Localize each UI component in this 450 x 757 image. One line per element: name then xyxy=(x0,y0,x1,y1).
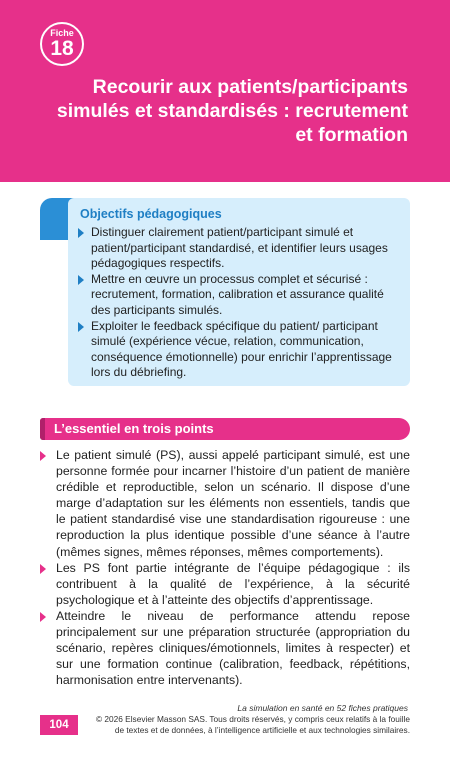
fiche-label: Fiche xyxy=(50,28,74,38)
objective-text: Mettre en œuvre un processus complet et sécurisé : recrutement, formation, calibration et assurance qualité des participants simulés. xyxy=(91,271,384,317)
essentials-heading: L’essentiel en trois points xyxy=(54,421,214,436)
objective-item xyxy=(78,319,406,381)
objective-text: Distinguer clairement patient/participant simulé et patient/participant standardisé, et identifier leurs usages pédagogiques respectifs. xyxy=(91,225,388,271)
objectives-heading: Objectifs pédagogiques xyxy=(80,207,222,221)
triangle-bullet-icon xyxy=(78,228,84,238)
fiche-number: 18 xyxy=(50,37,74,60)
objectives-panel xyxy=(68,198,410,386)
triangle-bullet-icon xyxy=(78,275,84,285)
essential-item xyxy=(40,608,410,688)
page-number: 104 xyxy=(40,715,78,735)
objectives-list xyxy=(78,225,406,381)
essential-text: Le patient simulé (PS), aussi appelé participant simulé, est une personne formée pour incarner l’histoire d’un patient de manière crédible et reproductible, selon un scénario. Il dispose d’une marge d’adaptation sur les éléments non essentiels, tandis que le patient standardisé vise une standardisation rigoureuse : une reproduction la plus identique possible d’une séance à l’autre (mêmes signes, mêmes réponses, mêmes comportements). xyxy=(56,448,410,559)
objectives-box xyxy=(40,198,410,386)
fiche-badge xyxy=(40,22,84,66)
triangle-bullet-icon xyxy=(40,564,46,574)
essential-text: Atteindre le niveau de performance attendu repose principalement sur une préparation structurée (appropriation du scénario, repères cliniques/émotionnels, limites à respecter) et sur une formation continue (calibration, feedback, répétitions, harmonisation entre intervenants). xyxy=(56,608,410,688)
objective-item xyxy=(78,225,406,272)
essentials-list xyxy=(40,447,410,688)
triangle-bullet-icon xyxy=(40,612,46,622)
objective-item xyxy=(78,272,406,319)
chapter-header xyxy=(0,0,450,182)
page-title: Recourir aux patients/participants simulés et standardisés : recrutement et formation xyxy=(56,76,408,146)
section-bar-tab xyxy=(40,418,45,440)
copyright-notice: © 2026 Elsevier Masson SAS. Tous droits réservés, y compris ceux relatifs à la fouille de textes et de données, à l’intelligence artificielle et aux technologies similaires. xyxy=(96,714,410,735)
triangle-bullet-icon xyxy=(40,451,46,461)
essentials-section-bar xyxy=(40,418,410,440)
triangle-bullet-icon xyxy=(78,322,84,332)
essential-item xyxy=(40,560,410,608)
essential-text: Les PS font partie intégrante de l’équipe pédagogique : ils contribuent à la qualité de l’expérience, à la sécurité psychologique et à l’atteinte des objectifs d’apprentissage. xyxy=(56,560,410,607)
objective-text: Exploiter le feedback spécifique du patient/ participant simulé (expérience vécue, relation, communication, conséquence émotionnelle) pour enrichir l’apprentissage lors du débriefing. xyxy=(91,318,392,380)
book-title: La simulation en santé en 52 fiches pratiques xyxy=(237,703,408,713)
essential-item xyxy=(40,447,410,560)
